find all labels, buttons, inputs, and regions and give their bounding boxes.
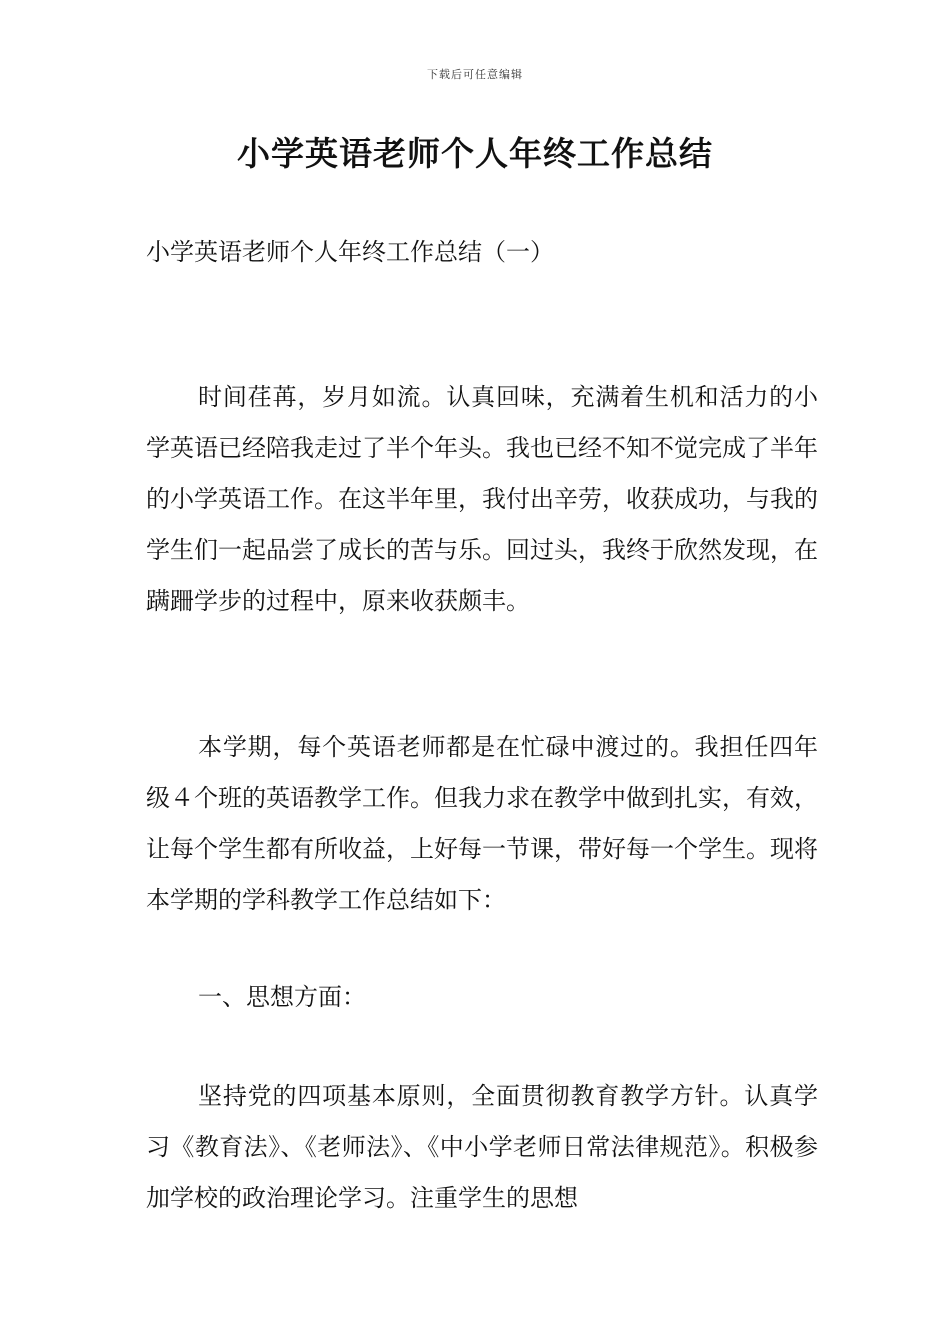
page-header-note: 下载后可任意编辑 <box>427 68 523 81</box>
document-title: 小学英语老师个人年终工作总结 <box>237 134 713 173</box>
paragraph-semester-overview: 本学期，每个英语老师都是在忙碌中渡过的。我担任四年级４个班的英语教学工作。但我力求在教学中做到扎实，有效，让每个学生都有所收益，上好每一节课，带好每一个学生。现将本学期的学科教学工作总结如下： <box>146 733 818 914</box>
document-subtitle: 小学英语老师个人年终工作总结（一） <box>146 238 554 266</box>
paragraph-ideology: 坚持党的四项基本原则，全面贯彻教育教学方针。认真学习《教育法》、《老师法》、《中小学老师日常法律规范》。积极参加学校的政治理论学习。注重学生的思想 <box>146 1082 818 1212</box>
section-heading-ideology: 一、思想方面： <box>198 983 366 1011</box>
paragraph-intro: 时间荏苒，岁月如流。认真回味，充满着生机和活力的小学英语已经陪我走过了半个年头。我也已经不知不觉完成了半年的小学英语工作。在这半年里，我付出辛劳，收获成功，与我的学生们一起品尝了成长的苦与乐。回过头，我终于欣然发现，在蹒跚学步的过程中，原来收获颇丰。 <box>146 383 818 615</box>
